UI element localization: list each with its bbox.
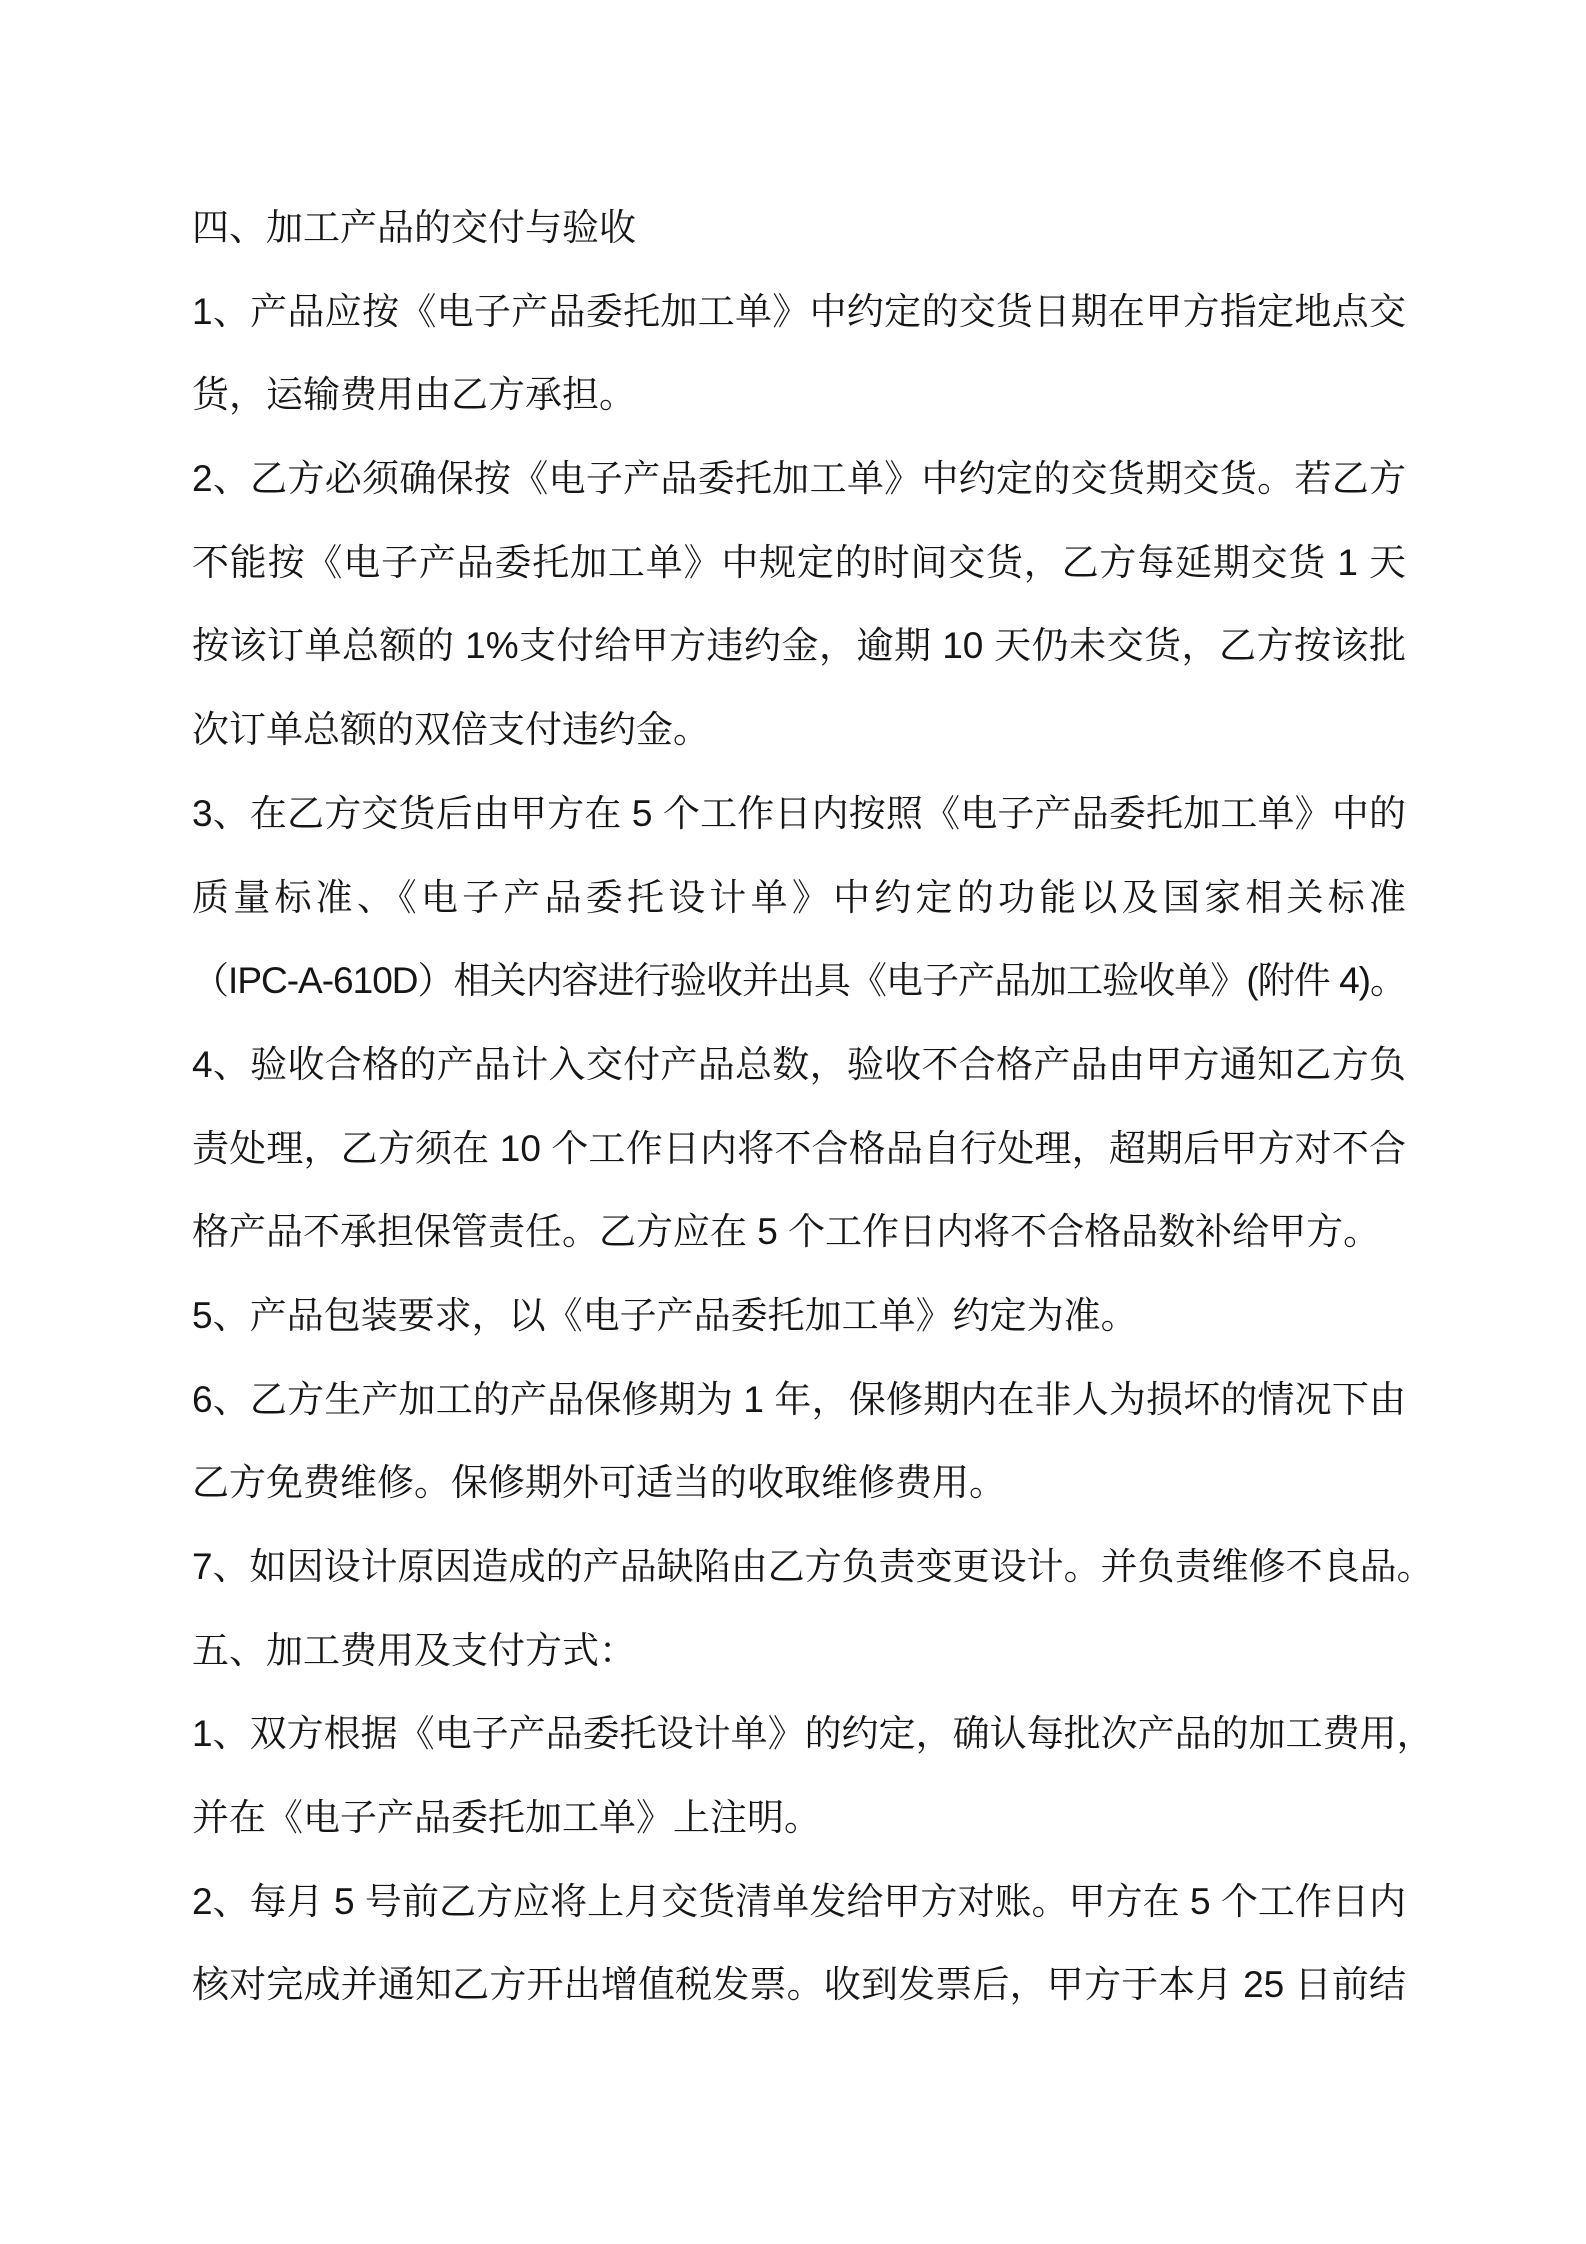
section-4 [192, 186, 1434, 1609]
clause-line: 核对完成并通知乙方开出增值税发票。收到发票后，甲方于本月 25 日前结 [192, 1964, 1406, 2006]
clause-4-3 [192, 772, 1406, 1023]
clause-4-1 [192, 270, 1406, 437]
clause-line: 1、产品应按《电子产品委托加工单》中约定的交货日期在甲方指定地点交 [192, 290, 1406, 332]
clause-line: 4、验收合格的产品计入交付产品总数，验收不合格产品由甲方通知乙方负 [192, 1043, 1406, 1085]
section-5 [192, 1609, 1434, 2027]
clause-line: （IPC-A-610D）相关内容进行验收并出具《电子产品加工验收单》(附件 4)。 [192, 960, 1406, 1002]
clause-line: 货，运输费用由乙方承担。 [192, 374, 636, 416]
clause-4-2 [192, 437, 1406, 772]
clause-line: 7、如因设计原因造成的产品缺陷由乙方负责变更设计。并负责维修不良品。 [192, 1546, 1434, 1587]
clause-4-5 [192, 1274, 1406, 1358]
section-4-heading: 四、加工产品的交付与验收 [192, 207, 636, 248]
clause-line: 1、双方根据《电子产品委托设计单》的约定，确认每批次产品的加工费用， [192, 1713, 1434, 1755]
clause-line: 格产品不承担保管责任。乙方应在 5 个工作日内将不合格品数补给甲方。 [192, 1211, 1381, 1253]
clause-line: 3、在乙方交货后由甲方在 5 个工作日内按照《电子产品委托加工单》中的 [192, 792, 1406, 834]
clause-5-2 [192, 1860, 1406, 2027]
clause-line: 并在《电子产品委托加工单》上注明。 [192, 1797, 821, 1839]
clause-line: 质量标准、《电子产品委托设计单》中约定的功能以及国家相关标准 [192, 876, 1406, 918]
clause-line: 2、每月 5 号前乙方应将上月交货清单发给甲方对账。甲方在 5 个工作日内 [192, 1880, 1406, 1922]
clause-line: 按该订单总额的 1%支付给甲方违约金，逾期 10 天仍未交货，乙方按该批 [192, 625, 1406, 667]
clause-5-1 [192, 1692, 1434, 1859]
section-5-heading: 五、加工费用及支付方式： [192, 1629, 636, 1671]
clause-line: 不能按《电子产品委托加工单》中规定的时间交货，乙方每延期交货 1 天 [192, 541, 1406, 583]
clause-4-6 [192, 1358, 1406, 1525]
clause-line: 乙方免费维修。保修期外可适当的收取维修费用。 [192, 1462, 1006, 1504]
clause-4-4 [192, 1023, 1406, 1274]
clause-line: 2、乙方必须确保按《电子产品委托加工单》中约定的交货期交货。若乙方 [192, 458, 1406, 500]
document-page [192, 186, 1434, 2027]
clause-line: 次订单总额的双倍支付违约金。 [192, 709, 710, 751]
clause-4-7 [192, 1525, 1434, 1609]
clause-line: 责处理，乙方须在 10 个工作日内将不合格品自行处理，超期后甲方对不合 [192, 1127, 1406, 1169]
clause-line: 6、乙方生产加工的产品保修期为 1 年，保修期内在非人为损坏的情况下由 [192, 1378, 1406, 1420]
clause-line: 5、产品包装要求，以《电子产品委托加工单》约定为准。 [192, 1294, 1138, 1336]
